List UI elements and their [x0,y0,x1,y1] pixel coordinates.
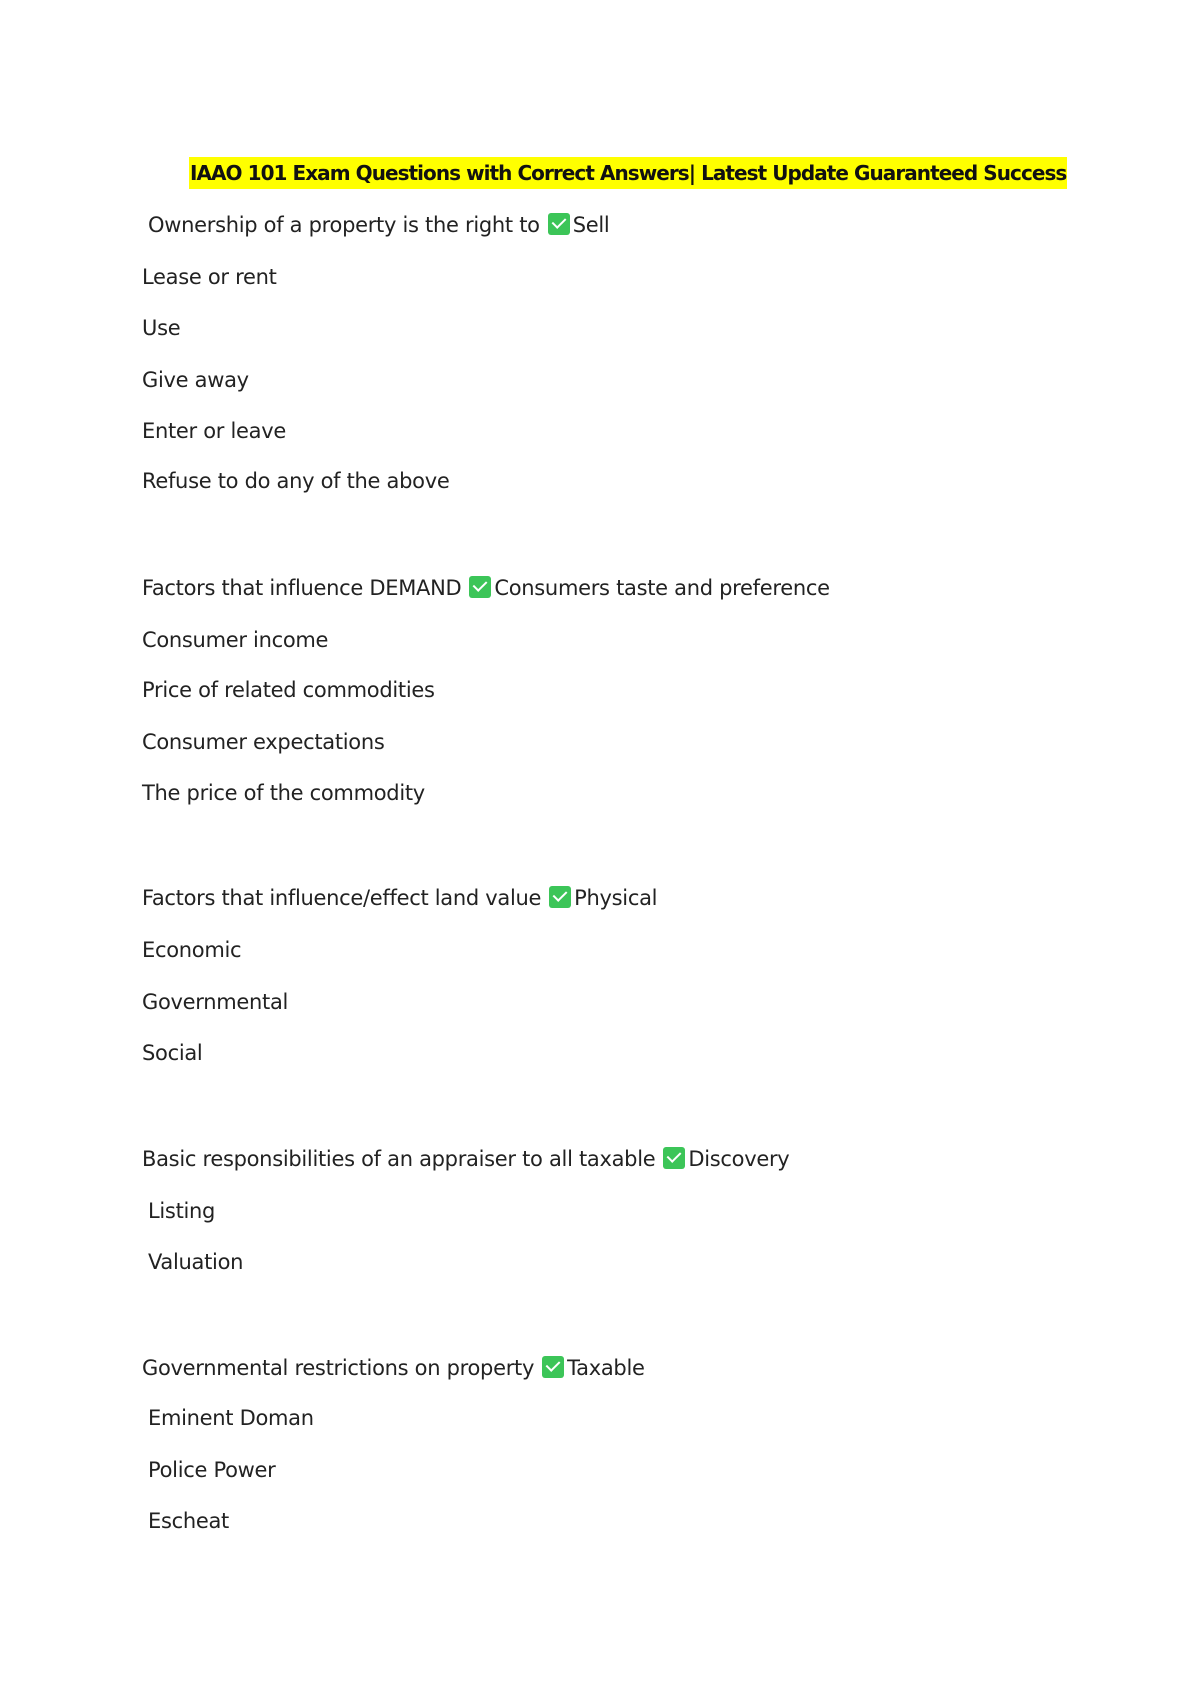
question-3-item: Social [142,1041,203,1065]
question-2-answer: Consumers taste and preference [494,576,830,600]
question-5-item: Police Power [148,1458,276,1482]
question-2-text: Factors that influence DEMAND [142,576,462,600]
question-3-text: Factors that influence/effect land value [142,886,542,910]
question-1-item: Refuse to do any of the above [142,469,450,493]
question-5 [142,1353,645,1383]
question-3 [142,883,657,913]
question-1-text: Ownership of a property is the right to [148,213,540,237]
question-3-item: Governmental [142,990,289,1014]
question-1-item: Give away [142,368,249,392]
question-2-item: Consumer income [142,628,329,652]
question-4-answer: Discovery [688,1147,790,1171]
check-mark-icon [548,213,570,235]
document-title: IAAO 101 Exam Questions with Correct Answers| Latest Update Guaranteed Success [189,157,1067,189]
question-3-answer: Physical [574,886,658,910]
question-1-item: Lease or rent [142,265,277,289]
check-mark-icon [549,886,571,908]
check-mark-icon [542,1356,564,1378]
question-4-text: Basic responsibilities of an appraiser to all taxable [142,1147,656,1171]
check-mark-icon [469,576,491,598]
question-2-item: The price of the commodity [142,781,425,805]
question-1-item: Enter or leave [142,419,286,443]
question-1-answer: Sell [572,213,610,237]
question-1-item: Use [142,316,181,340]
question-5-text: Governmental restrictions on property [142,1356,535,1380]
question-5-item: Escheat [148,1509,229,1533]
question-5-answer: Taxable [567,1356,645,1380]
question-2 [142,573,830,603]
question-1 [148,210,609,240]
question-5-item: Eminent Doman [148,1406,314,1430]
question-2-item: Price of related commodities [142,678,435,702]
question-4 [142,1144,789,1174]
question-3-item: Economic [142,938,242,962]
question-4-item: Listing [148,1199,216,1223]
question-2-item: Consumer expectations [142,730,385,754]
check-mark-icon [663,1147,685,1169]
question-4-item: Valuation [148,1250,244,1274]
